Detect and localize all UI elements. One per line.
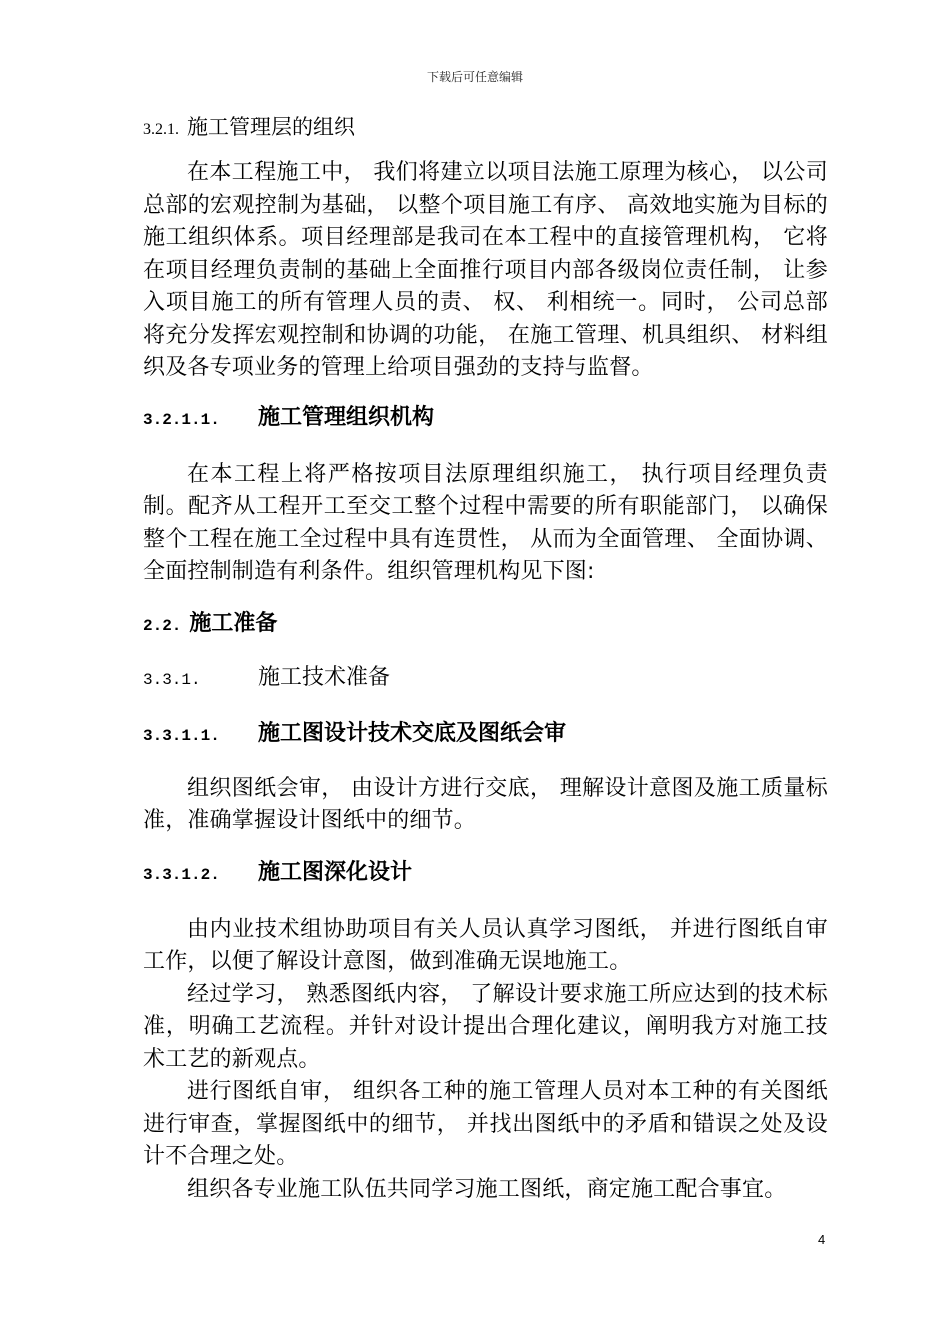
section-2-2-heading [143, 609, 828, 641]
section-3-2-1-heading [143, 112, 828, 145]
section-3-3-1-2-paragraph-4: 组织各专业施工队伍共同学习施工图纸，商定施工配合事宜。 [187, 1176, 787, 1202]
section-number: 3.2.1. [143, 121, 179, 138]
section-3-2-1-1-paragraph: 在本工程上将严格按项目法原理组织施工， 执行项目经理负责制。配齐从工程开工至交工整个过程中需要的所有职能部门， 以确保整个工程在施工全过程中具有连贯性， 从而为全面管理、 全面协调、 全面控制制造有利条件。组织管理机构见下图: [143, 461, 828, 584]
section-3-3-1-heading [143, 663, 828, 695]
section-3-3-1-1-paragraph: 组织图纸会审， 由设计方进行交底， 理解设计意图及施工质量标准，准确掌握设计图纸中的细节。 [143, 775, 828, 833]
section-3-3-1-2-paragraph-3: 进行图纸自审， 组织各工种的施工管理人员对本工种的有关图纸进行审查，掌握图纸中的细节， 并找出图纸中的矛盾和错误之处及设计不合理之处。 [143, 1079, 828, 1169]
page-content [143, 112, 828, 1206]
section-title: 施工准备 [189, 610, 278, 636]
section-number: 3.3.1.2. [143, 865, 220, 884]
page-number: 4 [818, 1232, 826, 1247]
section-title: 施工管理组织机构 [258, 404, 435, 430]
section-3-3-1-2-paragraph-1: 由内业技术组协助项目有关人员认真学习图纸， 并进行图纸自审工作，以便了解设计意图，做到准确无误地施工。 [143, 916, 828, 974]
section-number: 3.3.1.1. [143, 726, 220, 745]
section-title: 施工技术准备 [258, 664, 391, 690]
section-number: 3.3.1. [143, 670, 201, 689]
section-3-2-1-1-heading [143, 403, 828, 435]
section-title: 施工图深化设计 [258, 859, 413, 885]
section-title: 施工图设计技术交底及图纸会审 [258, 720, 567, 746]
section-number: 3.2.1.1. [143, 410, 220, 429]
section-3-3-1-2-paragraph-2: 经过学习， 熟悉图纸内容， 了解设计要求施工所应达到的技术标准，明确工艺流程。并针对设计提出合理化建议，阐明我方对施工技术工艺的新观点。 [143, 981, 828, 1072]
section-number: 2.2. [143, 616, 182, 635]
section-3-3-1-2-heading [143, 858, 828, 890]
header-note: 下载后可任意编辑 [426, 70, 523, 84]
section-3-3-1-1-heading [143, 719, 828, 751]
section-title: 施工管理层的组织 [187, 115, 355, 139]
section-3-2-1-paragraph: 在本工程施工中， 我们将建立以项目法施工原理为核心， 以公司总部的宏观控制为基础， 以整个项目施工有序、 高效地实施为目标的施工组织体系。项目经理部是我司在本工程中的直接管理机构， 它将在项目经理负责制的基础上全面推行项目内部各级岗位责任制， 让参入项目施工的所有管理人员的责、 权、 利相统一。同时， 公司总部将充分发挥宏观控制和协调的功能， 在施工管理、机具组织、 材料组织及各专项业务的管理上给项目强劲的支持与监督。 [143, 160, 828, 380]
